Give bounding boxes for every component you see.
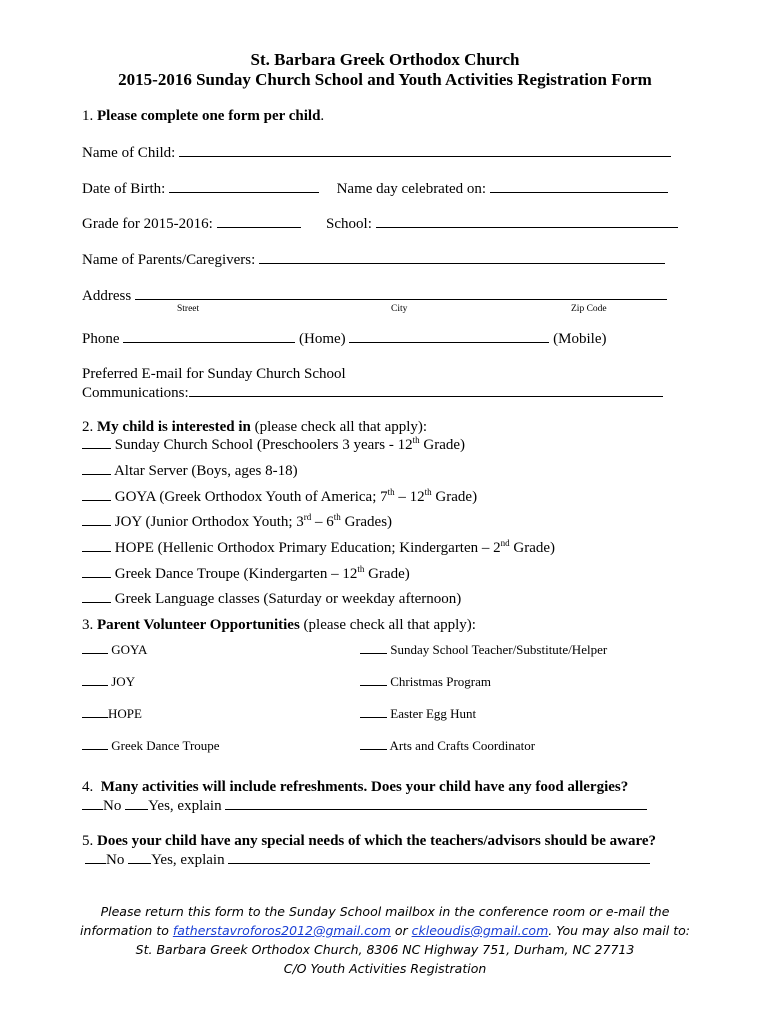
checkbox-dance[interactable] [82, 565, 111, 578]
volunteer-goya: GOYA [82, 641, 147, 658]
volunteer-easter: Easter Egg Hunt [360, 705, 476, 722]
checkbox-needs-no[interactable] [85, 851, 106, 864]
footer-line2: information to fatherstavroforos2012@gmail.com or ckleoudis@gmail.com. You may also mail to: [79, 923, 691, 938]
address-row [82, 286, 667, 305]
email-row [82, 383, 663, 402]
volunteer-arts: Arts and Crafts Coordinator [360, 737, 535, 754]
volunteer-hope: HOPE [82, 705, 142, 722]
parents-row [82, 250, 665, 269]
footer-line1: Please return this form to the Sunday School mailbox in the conference room or e-mail the [100, 904, 670, 919]
grade-row [82, 214, 678, 233]
section3-heading: 3. Parent Volunteer Opportunities (please check all that apply): [82, 617, 476, 633]
interest-goya: GOYA (Greek Orthodox Youth of America; 7th – 12th Grade) [82, 488, 477, 506]
grade-field[interactable] [217, 214, 301, 228]
address-label: Address [82, 288, 132, 304]
checkbox-volunteer-christmas[interactable] [360, 673, 387, 686]
email-label-line1: Preferred E-mail for Sunday Church School [82, 366, 346, 382]
phone-label: Phone [82, 331, 120, 347]
address-field[interactable] [135, 286, 667, 300]
special-needs-explain-field[interactable] [228, 850, 650, 864]
child-name-row [82, 143, 671, 162]
street-caption: Street [177, 304, 200, 314]
email-link-father[interactable]: fatherstavroforos2012@gmail.com [172, 923, 391, 938]
footer-address: St. Barbara Greek Orthodox Church, 8306 NC Highway 751, Durham, NC 27713 [135, 942, 635, 957]
footer-co: C/O Youth Activities Registration [283, 961, 487, 976]
home-phone-field[interactable] [123, 329, 295, 343]
home-label: (Home) [299, 331, 346, 347]
special-needs-row: No Yes, explain [85, 850, 650, 869]
form-title: 2015-2016 Sunday Church School and Youth Activities Registration Form [118, 70, 652, 89]
checkbox-language[interactable] [82, 590, 111, 603]
checkbox-volunteer-teacher[interactable] [360, 641, 387, 654]
checkbox-altar-server[interactable] [82, 462, 111, 475]
interest-joy: JOY (Junior Orthodox Youth; 3rd – 6th Grades) [82, 513, 392, 531]
checkbox-volunteer-arts[interactable] [360, 737, 387, 750]
checkbox-goya[interactable] [82, 488, 111, 501]
checkbox-hope[interactable] [82, 539, 111, 552]
section5-question: 5. Does your child have any special needs of which the teachers/advisors should be aware? [82, 833, 657, 849]
email-label-line2: Communications: [82, 385, 189, 401]
city-caption: City [391, 304, 408, 314]
child-name-field[interactable] [179, 143, 671, 157]
grade-label: Grade for 2015-2016: [82, 216, 213, 232]
child-name-label: Name of Child: [82, 145, 176, 161]
interest-altar-server: Altar Server (Boys, ages 8-18) [82, 462, 298, 480]
allergies-explain-field[interactable] [225, 796, 647, 810]
dob-field[interactable] [169, 179, 319, 193]
volunteer-joy: JOY [82, 673, 135, 690]
mobile-label: (Mobile) [553, 331, 607, 347]
mobile-phone-field[interactable] [349, 329, 549, 343]
checkbox-volunteer-dance[interactable] [82, 737, 108, 750]
email-field[interactable] [189, 383, 663, 397]
name-day-field[interactable] [490, 179, 668, 193]
volunteer-teacher: Sunday School Teacher/Substitute/Helper [360, 641, 607, 658]
church-name: St. Barbara Greek Orthodox Church [250, 50, 520, 69]
checkbox-sunday-school[interactable] [82, 436, 111, 449]
checkbox-volunteer-joy[interactable] [82, 673, 108, 686]
checkbox-allergies-yes[interactable] [125, 797, 148, 810]
dob-row [82, 179, 668, 198]
interest-sunday-school: Sunday Church School (Preschoolers 3 years - 12th Grade) [82, 436, 465, 454]
checkbox-needs-yes[interactable] [128, 851, 151, 864]
email-link-ckleoudis[interactable]: ckleoudis@gmail.com [411, 923, 549, 938]
dob-label: Date of Birth: [82, 181, 166, 197]
checkbox-joy[interactable] [82, 513, 111, 526]
checkbox-volunteer-hope[interactable] [82, 705, 108, 718]
parents-field[interactable] [259, 250, 665, 264]
zip-caption: Zip Code [571, 304, 607, 314]
school-label: School: [326, 216, 372, 232]
section2-heading: 2. My child is interested in (please check all that apply): [82, 419, 428, 435]
checkbox-volunteer-easter[interactable] [360, 705, 387, 718]
interest-language: Greek Language classes (Saturday or weekday afternoon) [82, 590, 461, 608]
interest-hope: HOPE (Hellenic Orthodox Primary Education; Kindergarten – 2nd Grade) [82, 539, 555, 557]
phone-row [82, 329, 606, 348]
volunteer-christmas: Christmas Program [360, 673, 491, 690]
allergies-row: No Yes, explain [82, 796, 647, 815]
school-field[interactable] [376, 214, 678, 228]
interest-dance: Greek Dance Troupe (Kindergarten – 12th Grade) [82, 565, 410, 583]
checkbox-allergies-no[interactable] [82, 797, 103, 810]
checkbox-volunteer-goya[interactable] [82, 641, 108, 654]
section4-question: 4. Many activities will include refreshments. Does your child have any food allergies? [82, 779, 629, 795]
volunteer-dance: Greek Dance Troupe [82, 737, 220, 754]
parents-label: Name of Parents/Caregivers: [82, 252, 256, 268]
section1-instruction: 1. Please complete one form per child. [82, 108, 325, 124]
name-day-label: Name day celebrated on: [336, 181, 487, 197]
